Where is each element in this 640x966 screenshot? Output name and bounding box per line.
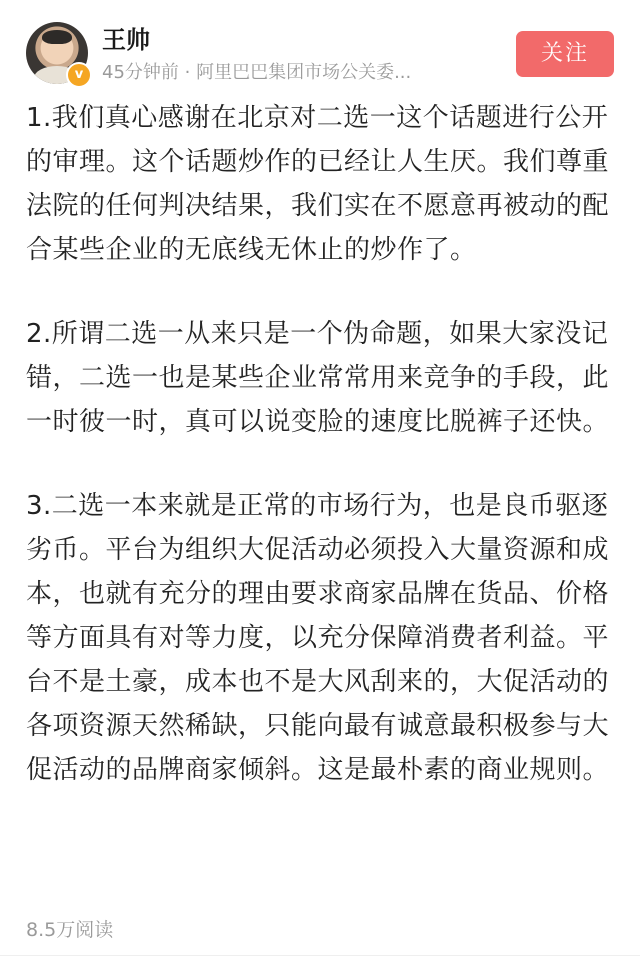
post-paragraph-3: 3.二选一本来就是正常的市场行为，也是良币驱逐劣币。平台为组织大促活动必须投入大量资源和成本，也就有充分的理由要求商家品牌在货品、价格等方面具有对等力度，以充分保障消费者利益。平台不是土豪，成本也不是大风刮来的，大促活动的各项资源天然稀缺，只能向最有诚意最积极参与大促活动的品牌商家倾斜。这是最朴素的商业规则。	[26, 491, 610, 785]
follow-button[interactable]: 关注	[516, 31, 614, 77]
read-count: 8.5万阅读	[26, 919, 114, 941]
post-paragraph-1: 1.我们真心感谢在北京对二选一这个话题进行公开的审理。这个话题炒作的已经让人生厌。我们尊重法院的任何判决结果，我们实在不愿意再被动的配合某些企业的无底线无休止的炒作了。	[26, 103, 610, 265]
username[interactable]: 王帅	[102, 26, 150, 54]
verified-badge-icon: v	[66, 62, 92, 88]
post-content	[26, 96, 618, 832]
avatar-hair	[42, 30, 72, 44]
post-paragraph-2: 2.所谓二选一从来只是一个伪命题，如果大家没记错，二选一也是某些企业常常用来竞争的手段，此一时彼一时，真可以说变脸的速度比脱裤子还快。	[26, 319, 610, 437]
bottom-divider	[0, 955, 640, 956]
post-header	[0, 0, 640, 96]
post-meta: 45分钟前 · 阿里巴巴集团市场公关委...	[102, 62, 412, 83]
